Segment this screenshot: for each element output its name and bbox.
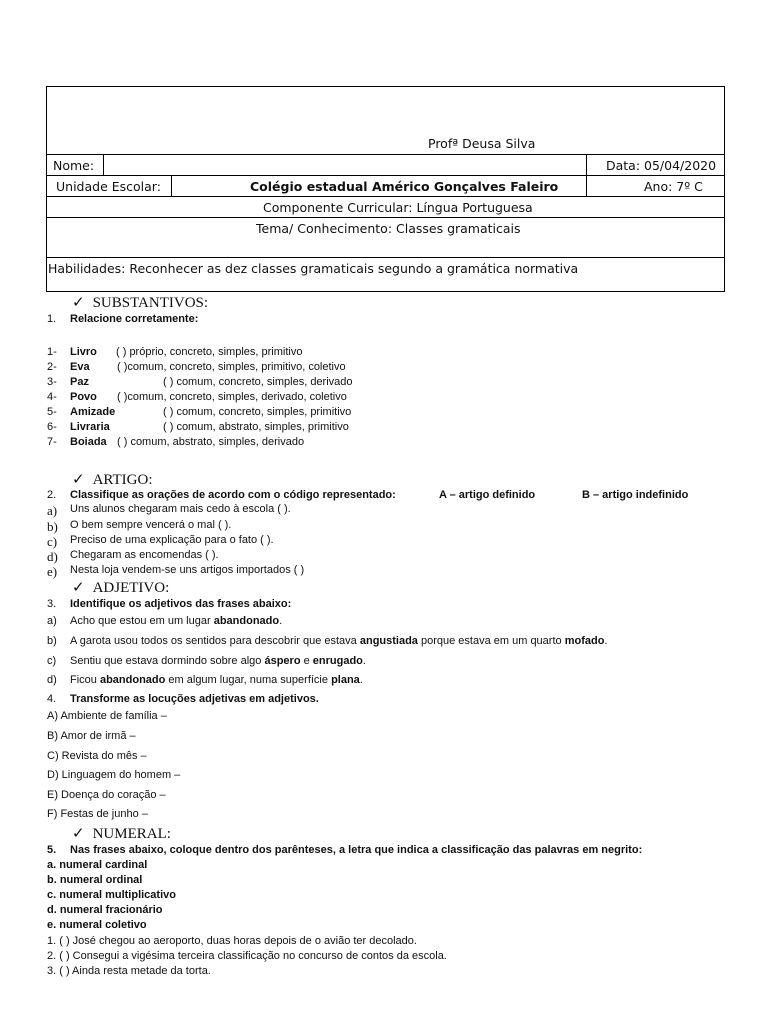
item-letter: a) <box>47 615 57 627</box>
list-item: 1. ( ) José chegou ao aeroporto, duas horas depois de o avião ter decolado. <box>47 935 417 947</box>
nome-field[interactable] <box>104 155 586 176</box>
tema-label: Tema/ Conhecimento: Classes gramaticais <box>256 221 521 236</box>
item-number: 2- <box>47 361 57 373</box>
list-item: Nesta loja vendem-se uns artigos importados ( ) <box>70 564 305 576</box>
section-adjetivo-heading: ✓ ADJETIVO: <box>72 578 170 596</box>
list-item: F) Festas de junho – <box>47 808 148 820</box>
list-item: Acho que estou em um lugar abandonado. <box>70 615 283 627</box>
item-number: 7- <box>47 436 57 448</box>
item-letter: d) <box>47 549 58 564</box>
item-number: 1- <box>47 346 57 358</box>
item-text: ( ) comum, abstrato, simples, primitivo <box>163 421 349 433</box>
unidade-label: Unidade Escolar: <box>56 179 161 194</box>
question-number: 1. <box>47 313 57 325</box>
section-artigo-heading: ✓ ARTIGO: <box>72 470 153 488</box>
item-text: ( ) comum, concreto, simples, derivado <box>163 376 353 388</box>
header-row-unidade <box>47 175 724 197</box>
item-number: 6- <box>47 421 57 433</box>
habilidades-label: Habilidades: Reconhecer as dez classes gramaticais segundo a gramática normativa <box>48 261 579 276</box>
nome-label: Nome: <box>53 158 95 173</box>
list-item: O bem sempre vencerá o mal ( ). <box>70 519 232 531</box>
item-number: 3- <box>47 376 57 388</box>
item-letter: c) <box>47 655 57 667</box>
item-word: Paz <box>70 376 89 388</box>
header-table <box>46 86 725 292</box>
checkmark-icon: ✓ <box>72 578 85 596</box>
section-numeral-heading: ✓ NUMERAL: <box>72 824 171 842</box>
item-letter: c) <box>47 534 58 549</box>
list-item: A garota usou todos os sentidos para descobrir que estava angustiada porque estava em um quarto mofado. <box>70 635 608 647</box>
list-item: c. numeral multiplicativo <box>47 889 176 901</box>
section-substantivos-heading: ✓ SUBSTANTIVOS: <box>72 293 209 311</box>
question-3-text: Identifique os adjetivos das frases abaixo: <box>70 598 292 610</box>
divider <box>171 176 172 197</box>
checkmark-icon: ✓ <box>72 824 85 842</box>
divider <box>586 176 587 197</box>
item-text: ( ) próprio, concreto, simples, primitivo <box>116 346 303 358</box>
header-row-componente <box>47 196 724 218</box>
list-item: a. numeral cardinal <box>47 859 148 871</box>
header-row-nome <box>47 154 724 176</box>
item-word: Povo <box>70 391 97 403</box>
code-b-label: B – artigo indefinido <box>582 489 689 501</box>
list-item: A) Ambiente de família – <box>47 710 167 722</box>
grade-label: Ano: 7º C <box>644 179 703 194</box>
list-item: E) Doença do coração – <box>47 789 166 801</box>
componente-label: Componente Curricular: Língua Portuguesa <box>263 200 533 215</box>
question-number: 4. <box>47 693 57 705</box>
list-item: B) Amor de irmã – <box>47 730 136 742</box>
header-row-tema <box>47 217 724 258</box>
list-item: Uns alunos chegaram mais cedo à escola ( ). <box>70 503 291 515</box>
item-text: ( )comum, concreto, simples, derivado, coletivo <box>117 391 347 403</box>
item-number: 4- <box>47 391 57 403</box>
list-item: 3. ( ) Ainda resta metade da torta. <box>47 965 211 977</box>
list-item: Preciso de uma explicação para o fato ( ). <box>70 534 274 546</box>
header-row-habilidades <box>47 257 724 292</box>
divider <box>586 155 587 176</box>
date-label: Data: 05/04/2020 <box>606 158 717 173</box>
item-letter: a) <box>47 503 58 518</box>
list-item: D) Linguagem do homem – <box>47 769 181 781</box>
item-word: Eva <box>70 361 90 373</box>
school-name: Colégio estadual Américo Gonçalves Faleiro <box>250 179 559 194</box>
item-text: ( ) comum, abstrato, simples, derivado <box>117 436 305 448</box>
item-letter: d) <box>47 674 57 686</box>
checkmark-icon: ✓ <box>72 293 85 311</box>
item-word: Livro <box>70 346 97 358</box>
code-a-label: A – artigo definido <box>439 489 536 501</box>
checkmark-icon: ✓ <box>72 470 85 488</box>
item-word: Boiada <box>70 436 107 448</box>
question-number: 2. <box>47 489 57 501</box>
item-letter: b) <box>47 519 58 534</box>
item-word: Amizade <box>70 406 116 418</box>
question-5-text: Nas frases abaixo, coloque dentro dos parênteses, a letra que indica a classificação das palavras em negrito: <box>70 844 643 856</box>
list-item: Chegaram as encomendas ( ). <box>70 549 219 561</box>
item-number: 5- <box>47 406 57 418</box>
question-4-text: Transforme as locuções adjetivas em adjetivos. <box>70 693 319 705</box>
item-letter: b) <box>47 635 57 647</box>
item-letter: e) <box>47 564 58 579</box>
list-item: C) Revista do mês – <box>47 750 147 762</box>
teacher-name: Profª Deusa Silva <box>428 136 536 151</box>
list-item: b. numeral ordinal <box>47 874 143 886</box>
item-word: Livraria <box>70 421 110 433</box>
question-number: 5. <box>47 844 57 856</box>
item-text: ( ) comum, concreto, simples, primitivo <box>163 406 352 418</box>
question-2-text: Classifique as orações de acordo com o código representado: <box>70 489 396 501</box>
list-item: 2. ( ) Consegui a vigésima terceira classificação no concurso de contos da escola. <box>47 950 447 962</box>
question-number: 3. <box>47 598 57 610</box>
item-text: ( )comum, concreto, simples, primitivo, coletivo <box>117 361 346 373</box>
list-item: d. numeral fracionário <box>47 904 163 916</box>
list-item: e. numeral coletivo <box>47 919 147 931</box>
list-item: Sentiu que estava dormindo sobre algo áspero e enrugado. <box>70 655 366 667</box>
question-1-text: Relacione corretamente: <box>70 313 199 325</box>
list-item: Ficou abandonado em algum lugar, numa superfície plana. <box>70 674 363 686</box>
